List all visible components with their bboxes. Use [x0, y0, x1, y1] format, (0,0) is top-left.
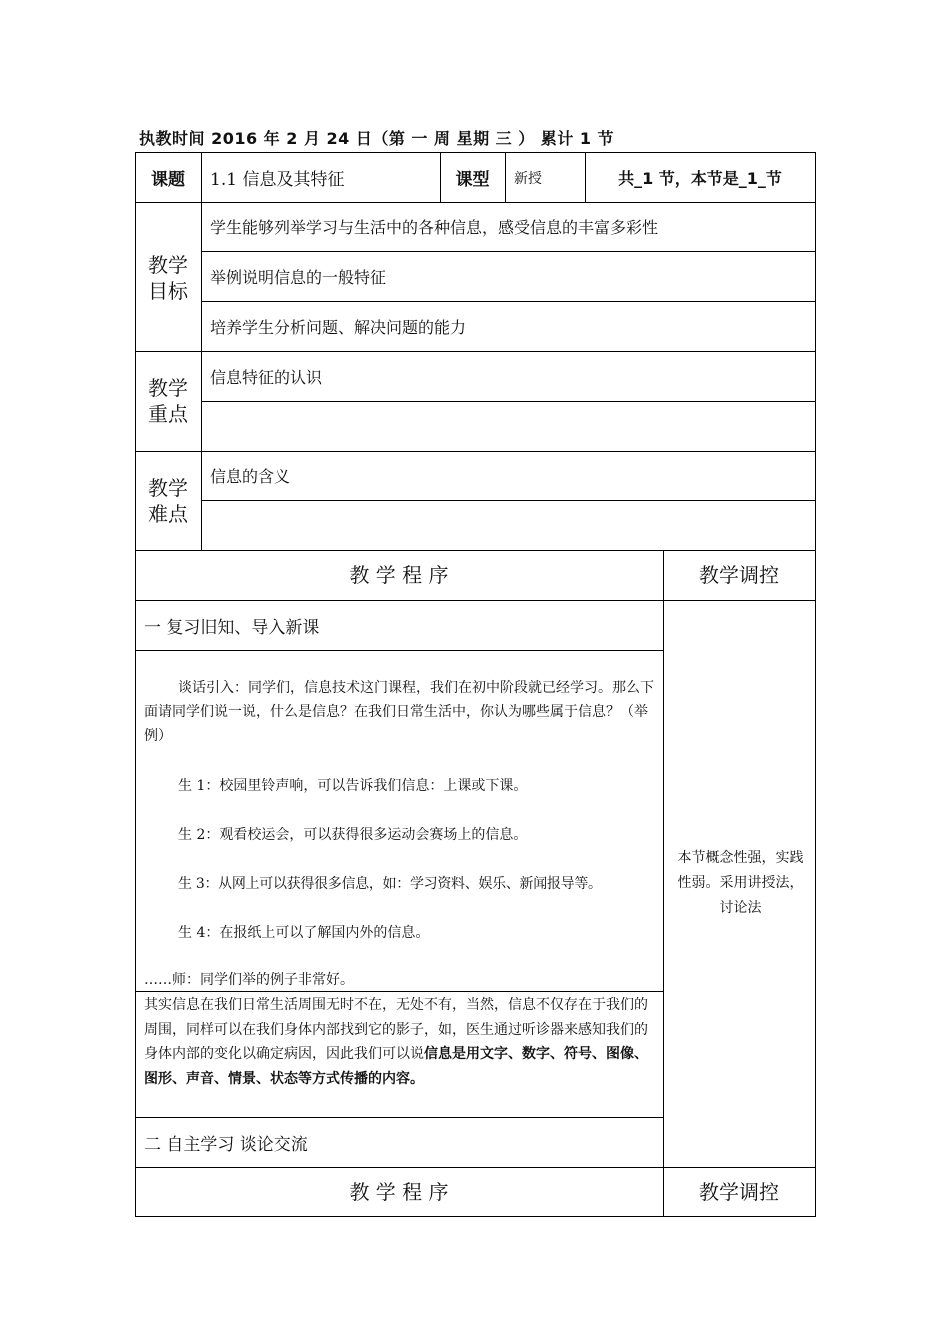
difficulty-item: 信息的含义: [210, 467, 291, 486]
student-answer-1: 生 1：校园里铃声响，可以告诉我们信息：上课或下课。: [178, 778, 528, 794]
topic-value: 1.1 信息及其特征: [210, 170, 345, 190]
key-point-item: [210, 401, 810, 451]
difficulty-item: [210, 500, 810, 550]
goals-label: 教学 目标: [148, 253, 188, 303]
key-point-item: 信息特征的认识: [210, 367, 323, 387]
procedure-header-2: 教 学 程 序: [349, 1179, 449, 1204]
period-info: 共_1 节，本节是_1_节: [618, 169, 782, 188]
goal-item: 学生能够列举学习与生活中的各种信息，感受信息的丰富多彩性: [210, 218, 659, 237]
control-header-2: 教学调控: [699, 1179, 779, 1204]
section2-title: 二 自主学习 谈论交流: [144, 1134, 308, 1155]
procedure-header: 教 学 程 序: [349, 563, 449, 587]
teacher-remark: ……师：同学们举的例子非常好。: [144, 972, 354, 988]
type-value: 新授: [514, 170, 542, 187]
dialogue-intro: 谈话引入：同学们，信息技术这门课程，我们在初中阶段就已经学习。那么下面请同学们说一说，什么是信息？在我们日常生活中，你认为哪些属于信息？（举例）: [144, 680, 654, 744]
explanation: [144, 993, 658, 1091]
goal-item: 举例说明信息的一般特征: [210, 267, 387, 287]
explanation-text: 其实信息在我们日常生活周围无时不在，无处不有，当然，信息不仅存在于我们的周围，同样可以在我们身体内部找到它的影子，如，医生通过听诊器来感知我们的身体内部的变化以确定病因，因此我们可以说: [144, 997, 648, 1062]
goal-item: 培养学生分析问题、解决问题的能力: [210, 317, 467, 337]
control-header: 教学调控: [699, 563, 779, 587]
difficulties-label: 教学 难点: [148, 476, 188, 526]
student-answer-2: 生 2：观看校运会，可以获得很多运动会赛场上的信息。: [178, 827, 528, 843]
section1-title: 一 复习旧知、导入新课: [144, 617, 320, 638]
key-points-label: 教学 重点: [148, 376, 188, 426]
lesson-time-header: 执教时间 2016 年 2 月 24 日（第 一 周 星期 三 ） 累计 1 节: [139, 129, 615, 148]
control-note: 本节概念性强，实践性弱。采用讲授法，讨论法: [677, 850, 804, 916]
student-answer-4: 生 4：在报纸上可以了解国内外的信息。: [178, 925, 430, 941]
student-answer-3: 生 3：从网上可以获得很多信息，如：学习资料、娱乐、新闻报导等。: [178, 876, 602, 892]
type-label: 课型: [455, 170, 490, 190]
information-definition: 信息是用文字、数字、符号、图像、图形、声音、情景、状态等方式传播的内容。: [144, 1046, 648, 1087]
topic-label: 课题: [151, 170, 185, 190]
